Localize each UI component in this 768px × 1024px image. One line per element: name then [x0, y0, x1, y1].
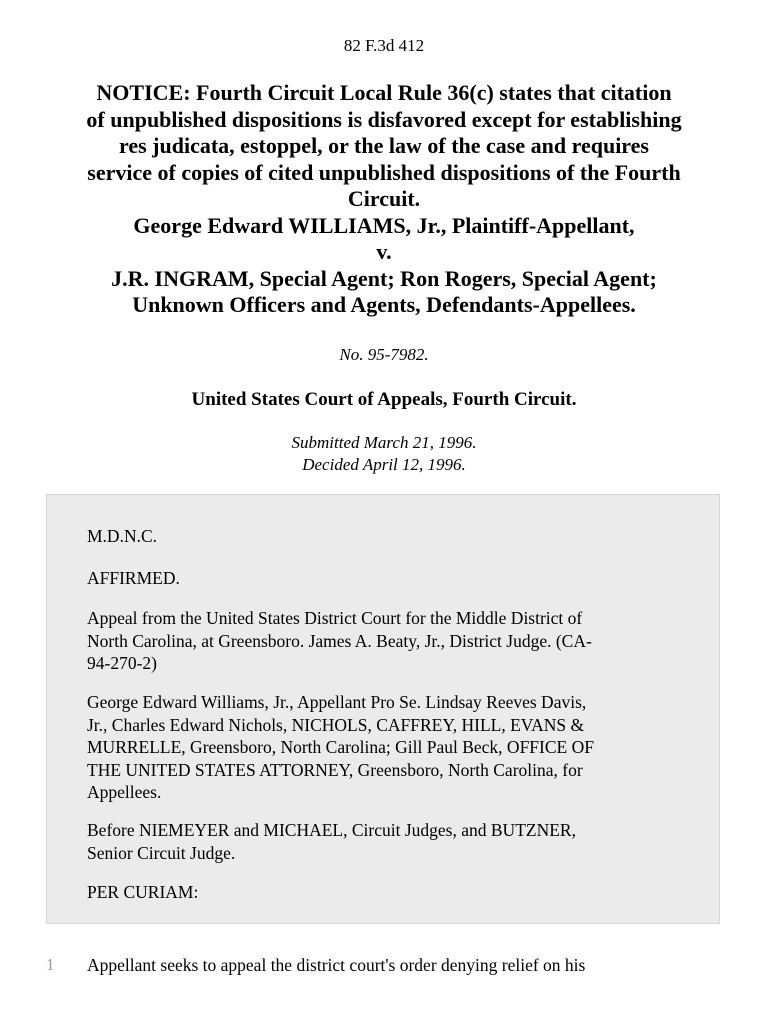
case-caption [44, 80, 724, 319]
opinion-paragraph-1: Appellant seeks to appeal the district court's order denying relief on his [87, 955, 586, 975]
appeal-line-1: Appeal from the United States District Court for the Middle District of [87, 608, 583, 628]
notice-line-1: NOTICE: Fourth Circuit Local Rule 36(c) states that citation [96, 80, 672, 105]
paragraph-number: 1 [46, 955, 55, 974]
court-name: United States Court of Appeals, Fourth Circuit. [191, 389, 577, 410]
appeal-line-2: North Carolina, at Greensboro. James A. Beaty, Jr., District Judge. (CA- [87, 630, 592, 651]
notice-line-2: of unpublished dispositions is disfavored except for establishing [86, 106, 682, 132]
notice-line-4: service of copies of cited unpublished dispositions of the Fourth [87, 159, 681, 185]
docket-number: No. 95-7982. [339, 345, 429, 364]
counsel-line-3: MURRELLE, Greensboro, North Carolina; Gill Paul Beck, OFFICE OF [87, 737, 594, 757]
counsel-line-2: Jr., Charles Edward Nichols, NICHOLS, CAFFREY, HILL, EVANS & [87, 714, 585, 735]
panel-paragraph [87, 819, 687, 864]
case-summary-box [46, 494, 720, 924]
panel-line-1: Before NIEMEYER and MICHAEL, Circuit Judges, and BUTZNER, [87, 820, 576, 840]
notice-line-3: res judicata, estoppel, or the law of the case and requires [118, 133, 649, 158]
counsel-line-5: Appellees. [87, 782, 162, 802]
disposition-label: AFFIRMED. [87, 568, 180, 588]
reporter-citation: 82 F.3d 412 [343, 36, 425, 55]
appeal-line-3: 94-270-2) [87, 653, 157, 673]
defendants-line-2: Unknown Officers and Agents, Defendants-Appellees. [132, 292, 636, 317]
counsel-line-4: THE UNITED STATES ATTORNEY, Greensboro, North Carolina, for [87, 759, 583, 780]
defendants-line-1: J.R. INGRAM, Special Agent; Ron Rogers, Special Agent; [111, 265, 657, 291]
notice-line-5: Circuit. [347, 186, 421, 211]
plaintiff-line: George Edward WILLIAMS, Jr., Plaintiff-Appellant, [133, 212, 635, 238]
case-dates [0, 432, 768, 476]
appeal-paragraph [87, 607, 687, 675]
counsel-paragraph [87, 691, 687, 804]
versus-line: v. [376, 239, 392, 264]
counsel-line-1: George Edward Williams, Jr., Appellant Pro Se. Lindsay Reeves Davis, [87, 692, 587, 712]
decided-date: Decided April 12, 1996. [302, 455, 466, 474]
per-curiam-label: PER CURIAM: [87, 882, 199, 902]
submitted-date: Submitted March 21, 1996. [291, 433, 477, 452]
panel-line-2: Senior Circuit Judge. [87, 842, 236, 863]
district-label: M.D.N.C. [87, 526, 158, 546]
